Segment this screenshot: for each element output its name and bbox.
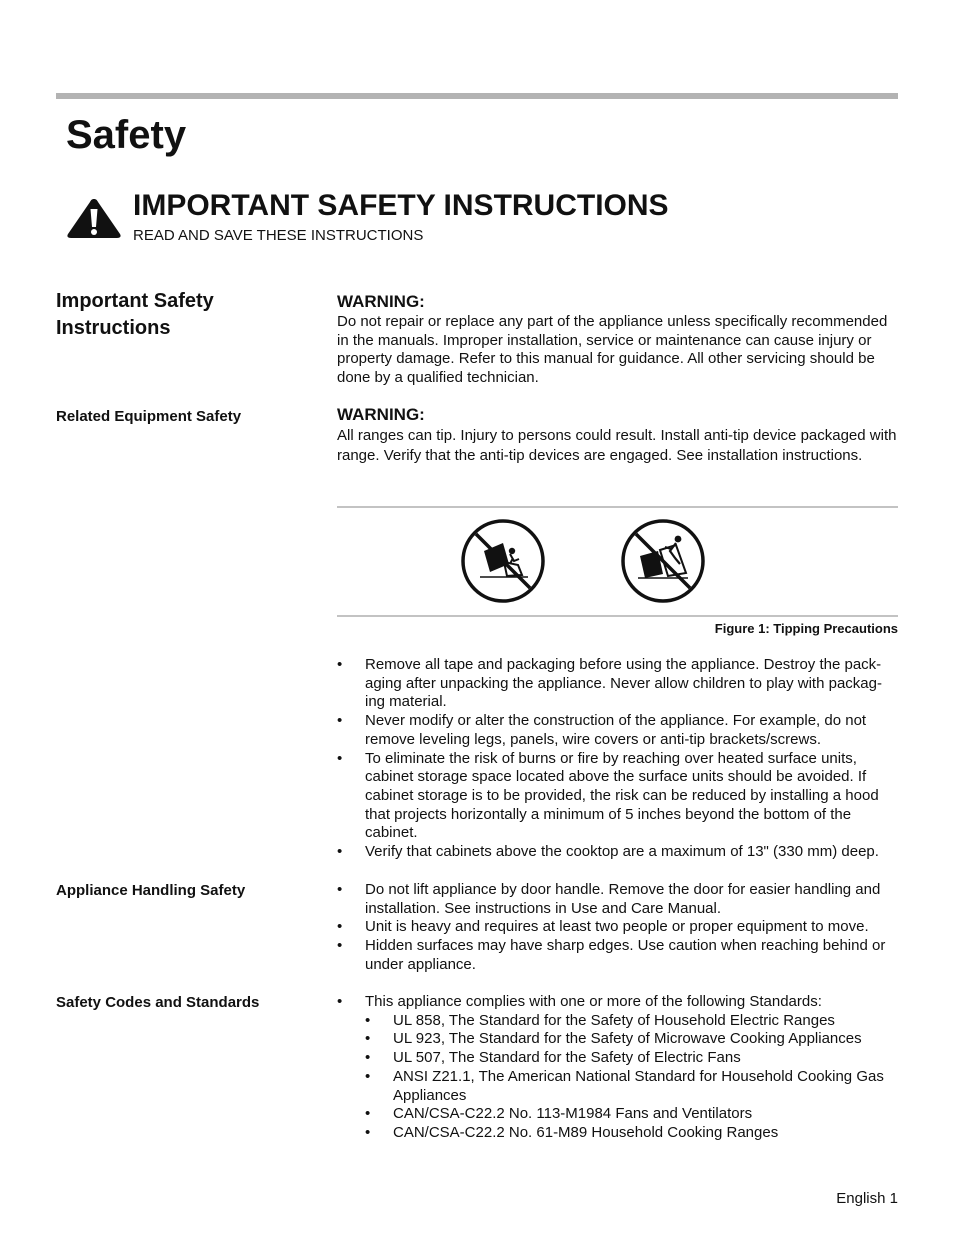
warning-heading: WARNING: <box>337 405 425 424</box>
list-item: • This appliance complies with one or more of the following Standards: • UL 858, The Standard for the Safety of Household Electric Ranges • UL 923, The Standard for the Safety of Microwave Cooking Appliances • UL 507, The Standard for the Safety of Electric Fans • ANSI Z21.1, The American National Standard for Household Cooking Gas Appliances • CAN/CSA-C22.2 No. 113-M1984 Fans and Ventilators • CAN/CSA-C22.2 No. 61-M89 Household Cooking Ranges <box>337 993 899 1143</box>
safety-codes-list <box>337 993 899 1143</box>
warning-block-repair <box>337 292 899 388</box>
list-item: • Hidden surfaces may have sharp edges. Use caution when reaching behind or under appliance. <box>337 937 886 973</box>
figure-caption: Figure 1: Tipping Precautions <box>714 621 898 636</box>
figure-top-rule <box>337 506 898 508</box>
top-rule <box>56 93 898 99</box>
banner-title: IMPORTANT SAFETY INSTRUCTIONS <box>133 189 669 222</box>
list-item: • Verify that cabinets above the cooktop are a maximum of 13" (330 mm) deep. <box>337 843 879 861</box>
warning-text: Do not repair or replace any part of the appliance unless specifically recommended in the manuals. Improper installation, service or maintenance can cause injury or property damage. Refer to this manual for guidance. All other servicing should be done by a qualified technician. <box>337 313 888 387</box>
standards-list <box>365 1012 899 1143</box>
warning-heading: WARNING: <box>337 292 425 311</box>
page-footer: English 1 <box>836 1190 898 1207</box>
list-item: • CAN/CSA-C22.2 No. 61-M89 Household Cooking Ranges <box>365 1123 779 1141</box>
appliance-handling-list <box>337 881 899 975</box>
figure-bottom-rule <box>337 615 898 617</box>
list-item: • UL 923, The Standard for the Safety of Microwave Cooking Appliances <box>365 1030 862 1048</box>
list-item: • Do not lift appliance by door handle. Remove the door for easier handling and installation. See instructions in Use and Care Manual. <box>337 881 881 917</box>
list-item: • UL 507, The Standard for the Safety of Electric Fans <box>365 1049 741 1067</box>
label-related-equipment-safety: Related Equipment Safety <box>56 408 242 425</box>
list-item: • Unit is heavy and requires at least two people or proper equipment to move. <box>337 918 869 936</box>
no-child-climbing-icon <box>620 518 706 604</box>
list-item: • ANSI Z21.1, The American National Standard for Household Cooking Gas Appliances <box>365 1067 884 1104</box>
no-child-on-door-icon <box>460 518 546 604</box>
warning-triangle-icon <box>66 197 122 239</box>
related-equipment-list <box>337 656 899 862</box>
label-appliance-handling-safety: Appliance Handling Safety <box>56 882 246 899</box>
banner-subtitle: READ AND SAVE THESE INSTRUCTIONS <box>133 227 424 244</box>
list-item: • To eliminate the risk of burns or fire by reaching over heated surface units, cabinet storage space located above the surface units should be avoided. If cabinet storage is to be provided, the risk can be reduced by installing a hood that projects horizontally a minimum of 5 inches beyond the bottom of the cabinet. <box>337 749 879 842</box>
codes-intro: This appliance complies with one or more of the following Standards: <box>365 993 822 1010</box>
list-item: • UL 858, The Standard for the Safety of Household Electric Ranges <box>365 1011 835 1029</box>
label-safety-codes-and-standards: Safety Codes and Standards <box>56 994 260 1011</box>
page-title: Safety <box>66 113 187 157</box>
section-title: Important Safety Instructions <box>56 290 214 339</box>
list-item: • CAN/CSA-C22.2 No. 113-M1984 Fans and Ventilators <box>365 1105 753 1123</box>
warning-text: All ranges can tip. Injury to persons could result. Install anti-tip device packaged with range. Verify that the anti-tip devices are engaged. See installation instructions. <box>337 427 897 464</box>
warning-block-tip <box>337 405 899 465</box>
list-item: • Never modify or alter the construction of the appliance. For example, do not remove leveling legs, panels, wire covers or anti-tip brackets/screws. <box>337 712 867 748</box>
list-item: • Remove all tape and packaging before using the appliance. Destroy the pack-aging after unpacking the appliance. Never allow children to play with packag-ing material. <box>337 656 882 711</box>
